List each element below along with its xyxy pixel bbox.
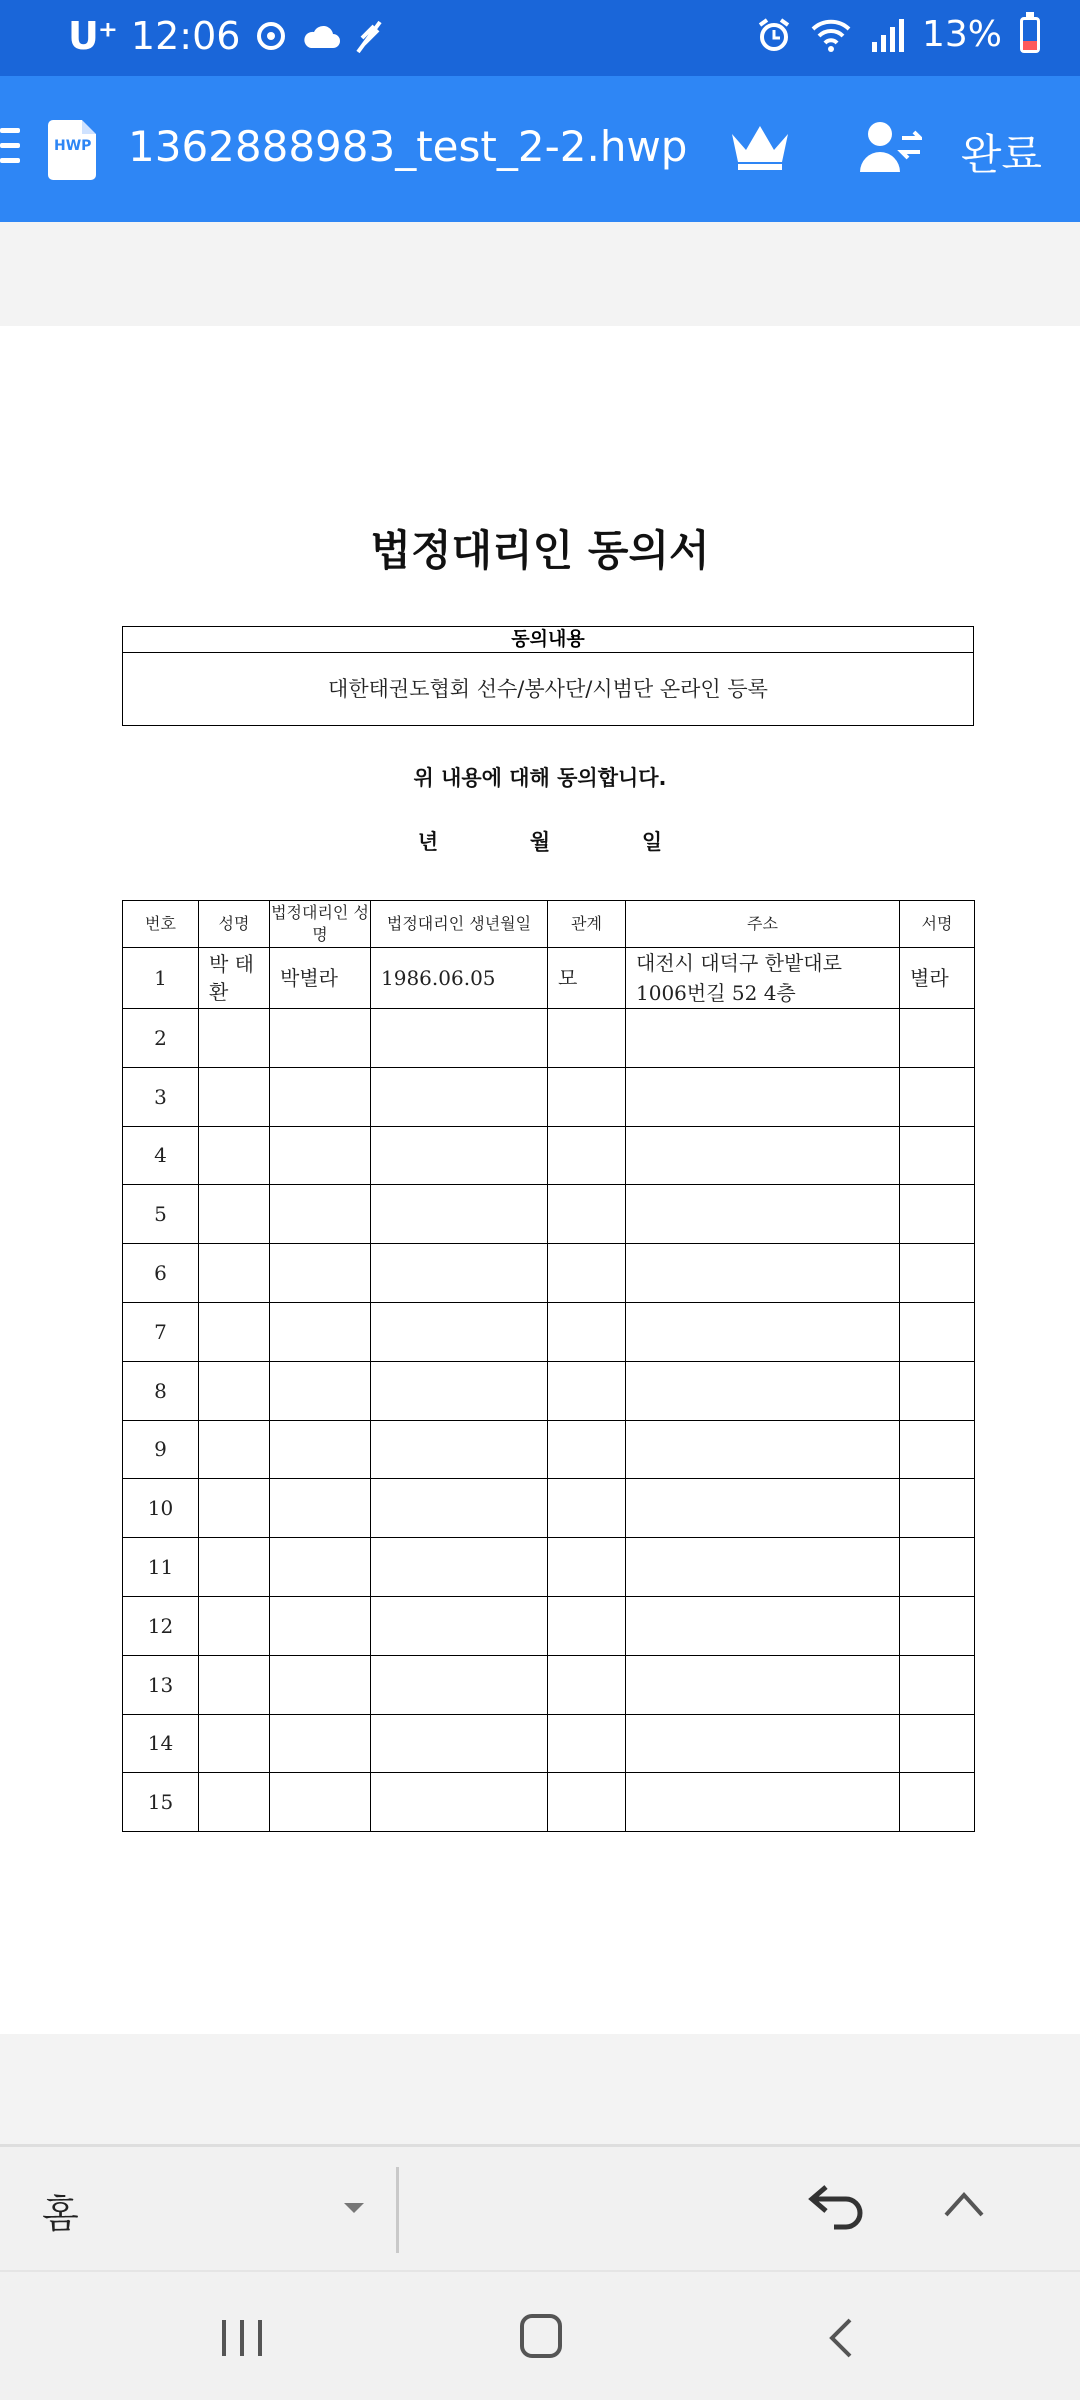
row-number-cell: 13 bbox=[123, 1655, 199, 1714]
navigation-bar bbox=[0, 2270, 1080, 2400]
address-cell: 대전시 대덕구 한밭대로 1006번길 52 4층 bbox=[626, 948, 900, 1009]
birth-date-cell bbox=[371, 1361, 548, 1420]
battery-icon bbox=[1020, 17, 1040, 53]
row-number-cell: 15 bbox=[123, 1773, 199, 1832]
table-row bbox=[123, 1420, 975, 1479]
wifi-icon bbox=[810, 17, 852, 53]
document-margin-bottom bbox=[0, 2034, 1080, 2144]
relation-cell bbox=[548, 1361, 626, 1420]
address-cell bbox=[626, 1538, 900, 1597]
row-number-cell: 12 bbox=[123, 1596, 199, 1655]
birth-date-cell bbox=[371, 1420, 548, 1479]
header-cell: 법정대리인 성명 bbox=[270, 901, 371, 948]
row-number-cell: 7 bbox=[123, 1302, 199, 1361]
table-row bbox=[123, 1773, 975, 1832]
guardian-name-cell bbox=[270, 1479, 371, 1538]
app-bar bbox=[0, 76, 1080, 222]
table-row bbox=[123, 1009, 975, 1068]
header-cell: 관계 bbox=[548, 901, 626, 948]
document-page[interactable] bbox=[0, 326, 1080, 2034]
birth-date-cell bbox=[371, 1773, 548, 1832]
hwp-file-icon bbox=[48, 120, 96, 180]
relation-cell bbox=[548, 1596, 626, 1655]
table-row bbox=[123, 1655, 975, 1714]
document-margin-top bbox=[0, 222, 1080, 326]
table-row bbox=[123, 1479, 975, 1538]
relation-cell bbox=[548, 1185, 626, 1244]
recent-apps-icon[interactable] bbox=[220, 2318, 264, 2358]
guardian-name-cell bbox=[270, 1655, 371, 1714]
header-cell: 번호 bbox=[123, 901, 199, 948]
name-cell bbox=[199, 1361, 270, 1420]
done-button[interactable]: 완료 bbox=[960, 130, 1042, 179]
signature-cell bbox=[900, 1244, 975, 1303]
signature-cell bbox=[900, 1773, 975, 1832]
cloud-icon bbox=[302, 22, 340, 50]
consent-box bbox=[122, 626, 974, 726]
address-cell bbox=[626, 1067, 900, 1126]
guardian-name-cell bbox=[270, 1185, 371, 1244]
name-cell bbox=[199, 1596, 270, 1655]
signature-cell bbox=[900, 1361, 975, 1420]
document-title: 법정대리인 동의서 bbox=[370, 526, 710, 575]
signature-cell: 별라 bbox=[900, 948, 975, 1009]
relation-cell bbox=[548, 1420, 626, 1479]
address-cell bbox=[626, 1773, 900, 1832]
guardian-name-cell bbox=[270, 1302, 371, 1361]
header-cell: 서명 bbox=[900, 901, 975, 948]
signal-icon bbox=[870, 18, 904, 52]
row-number-cell: 3 bbox=[123, 1067, 199, 1126]
guardian-name-cell: 박별라 bbox=[270, 948, 371, 1009]
relation-cell bbox=[548, 1126, 626, 1185]
table-row bbox=[123, 1538, 975, 1597]
relation-cell bbox=[548, 1773, 626, 1832]
birth-date-cell bbox=[371, 1479, 548, 1538]
name-cell bbox=[199, 1714, 270, 1773]
month-label: 월 bbox=[529, 830, 551, 854]
guardian-name-cell bbox=[270, 1361, 371, 1420]
header-cell: 주소 bbox=[626, 901, 900, 948]
guardian-name-cell bbox=[270, 1009, 371, 1068]
agree-statement: 위 내용에 대해 동의합니다. bbox=[413, 766, 667, 790]
guardian-name-cell bbox=[270, 1126, 371, 1185]
header-cell: 성명 bbox=[199, 901, 270, 948]
feather-icon bbox=[354, 18, 384, 54]
consent-body: 대한태권도협회 선수/봉사단/시범단 온라인 등록 bbox=[328, 677, 768, 701]
table-row bbox=[123, 1126, 975, 1185]
table-row bbox=[123, 948, 975, 1009]
guardian-name-cell bbox=[270, 1538, 371, 1597]
name-cell bbox=[199, 1009, 270, 1068]
name-cell bbox=[199, 1302, 270, 1361]
address-cell bbox=[626, 1126, 900, 1185]
undo-icon[interactable] bbox=[806, 2179, 868, 2235]
signature-cell bbox=[900, 1596, 975, 1655]
birth-date-cell bbox=[371, 1655, 548, 1714]
name-cell bbox=[199, 1067, 270, 1126]
relation-cell bbox=[548, 1479, 626, 1538]
row-number-cell: 6 bbox=[123, 1244, 199, 1303]
menu-icon[interactable] bbox=[0, 128, 20, 168]
status-bar bbox=[0, 0, 1080, 76]
date-line bbox=[0, 826, 1080, 856]
signature-cell bbox=[900, 1009, 975, 1068]
row-number-cell: 14 bbox=[123, 1714, 199, 1773]
bottom-toolbar bbox=[0, 2144, 1080, 2270]
address-cell bbox=[626, 1185, 900, 1244]
chevron-down-icon[interactable] bbox=[344, 2203, 364, 2213]
address-cell bbox=[626, 1244, 900, 1303]
address-cell bbox=[626, 1009, 900, 1068]
battery-percent: 13% bbox=[921, 14, 1002, 55]
row-number-cell: 9 bbox=[123, 1420, 199, 1479]
signature-cell bbox=[900, 1714, 975, 1773]
table-header-row bbox=[123, 901, 975, 948]
name-cell bbox=[199, 1185, 270, 1244]
header-cell: 법정대리인 생년월일 bbox=[371, 901, 548, 948]
user-swap-icon[interactable] bbox=[858, 118, 922, 176]
signature-cell bbox=[900, 1420, 975, 1479]
address-cell bbox=[626, 1596, 900, 1655]
carrier-label: U⁺ bbox=[68, 14, 117, 58]
birth-date-cell bbox=[371, 1126, 548, 1185]
birth-date-cell bbox=[371, 1067, 548, 1126]
menu-selector[interactable]: 홈 bbox=[42, 2192, 79, 2236]
row-number-cell: 2 bbox=[123, 1009, 199, 1068]
guardian-name-cell bbox=[270, 1244, 371, 1303]
birth-date-cell bbox=[371, 1302, 548, 1361]
birth-date-cell bbox=[371, 1714, 548, 1773]
table-row bbox=[123, 1302, 975, 1361]
birth-date-cell bbox=[371, 1009, 548, 1068]
sync-icon bbox=[254, 19, 288, 53]
guardian-name-cell bbox=[270, 1596, 371, 1655]
relation-cell bbox=[548, 1244, 626, 1303]
signature-cell bbox=[900, 1185, 975, 1244]
table-row bbox=[123, 1244, 975, 1303]
back-icon[interactable] bbox=[826, 2318, 856, 2358]
name-cell bbox=[199, 1479, 270, 1538]
address-cell bbox=[626, 1420, 900, 1479]
address-cell bbox=[626, 1361, 900, 1420]
file-name: 1362888983_test_2-2.hwp bbox=[128, 122, 688, 171]
signature-cell bbox=[900, 1655, 975, 1714]
name-cell bbox=[199, 1126, 270, 1185]
birth-date-cell bbox=[371, 1538, 548, 1597]
guardian-name-cell bbox=[270, 1773, 371, 1832]
row-number-cell: 10 bbox=[123, 1479, 199, 1538]
row-number-cell: 8 bbox=[123, 1361, 199, 1420]
guardian-name-cell bbox=[270, 1420, 371, 1479]
file-type-label: HWP bbox=[54, 138, 92, 154]
crown-icon[interactable] bbox=[728, 120, 792, 172]
guardian-name-cell bbox=[270, 1714, 371, 1773]
name-cell bbox=[199, 1773, 270, 1832]
table-row bbox=[123, 1067, 975, 1126]
name-cell: 박 태 환 bbox=[199, 948, 270, 1009]
day-label: 일 bbox=[641, 830, 663, 854]
relation-cell bbox=[548, 1067, 626, 1126]
guardian-table bbox=[122, 900, 975, 1832]
birth-date-cell: 1986.06.05 bbox=[371, 948, 548, 1009]
guardian-name-cell bbox=[270, 1067, 371, 1126]
alarm-icon bbox=[756, 17, 792, 53]
address-cell bbox=[626, 1655, 900, 1714]
name-cell bbox=[199, 1420, 270, 1479]
chevron-up-icon[interactable] bbox=[942, 2189, 986, 2219]
address-cell bbox=[626, 1479, 900, 1538]
birth-date-cell bbox=[371, 1596, 548, 1655]
signature-cell bbox=[900, 1538, 975, 1597]
row-number-cell: 4 bbox=[123, 1126, 199, 1185]
signature-cell bbox=[900, 1067, 975, 1126]
toolbar-divider bbox=[396, 2167, 399, 2253]
birth-date-cell bbox=[371, 1244, 548, 1303]
address-cell bbox=[626, 1714, 900, 1773]
relation-cell: 모 bbox=[548, 948, 626, 1009]
table-row bbox=[123, 1596, 975, 1655]
relation-cell bbox=[548, 1009, 626, 1068]
signature-cell bbox=[900, 1479, 975, 1538]
year-label: 년 bbox=[417, 830, 439, 854]
relation-cell bbox=[548, 1302, 626, 1361]
name-cell bbox=[199, 1655, 270, 1714]
signature-cell bbox=[900, 1126, 975, 1185]
consent-header: 동의내용 bbox=[123, 627, 973, 653]
table-row bbox=[123, 1714, 975, 1773]
row-number-cell: 1 bbox=[123, 948, 199, 1009]
row-number-cell: 5 bbox=[123, 1185, 199, 1244]
row-number-cell: 11 bbox=[123, 1538, 199, 1597]
name-cell bbox=[199, 1244, 270, 1303]
relation-cell bbox=[548, 1714, 626, 1773]
table-row bbox=[123, 1185, 975, 1244]
home-icon[interactable] bbox=[520, 2314, 562, 2358]
signature-cell bbox=[900, 1302, 975, 1361]
table-row bbox=[123, 1361, 975, 1420]
relation-cell bbox=[548, 1538, 626, 1597]
address-cell bbox=[626, 1302, 900, 1361]
birth-date-cell bbox=[371, 1185, 548, 1244]
relation-cell bbox=[548, 1655, 626, 1714]
clock: 12:06 bbox=[130, 14, 241, 58]
name-cell bbox=[199, 1538, 270, 1597]
